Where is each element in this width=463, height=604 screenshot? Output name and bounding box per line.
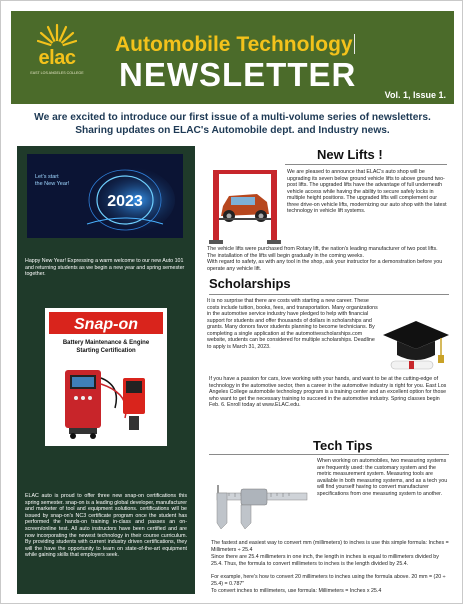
logo-subtitle: EAST LOS ANGELES COLLEGE xyxy=(30,71,84,75)
lifts-paragraph-2: The vehicle lifts were purchased from Rotary lift, the nation's leading manufacturer of two post lifts. The installation of the lifts will begin gradually in the coming weeks. xyxy=(207,246,438,259)
car-lift-image xyxy=(207,166,283,246)
intro-text: We are excited to introduce our first issue of a multi-volume series of newsletters. Sharing updates on ELAC's Automobile dept. and Industry news. xyxy=(34,112,431,136)
tech-tips-paragraph-3: Since there are 25.4 millimeters in one inch, the length in inches is equal to millimeters divided by 25.4. Thus, the formula to convert millimeters to inches is the length divided by 25.4. xyxy=(211,554,439,567)
newsletter-subtitle xyxy=(115,33,355,57)
subtitle-text: Automobile Technology xyxy=(115,33,353,56)
tech-tips-heading: Tech Tips xyxy=(313,438,373,453)
graduation-cap-image xyxy=(381,317,451,373)
logo-wordmark: elac xyxy=(38,47,76,69)
new-year-banner-image xyxy=(27,154,183,238)
text-cursor xyxy=(354,34,355,54)
caliper-image xyxy=(213,479,311,539)
lifts-rule xyxy=(285,164,447,165)
lifts-paragraph-3: With regard to safety, as with any tool in the shop, ask your instructor for a demonstration before you operate any vehicle lift. xyxy=(207,259,443,272)
sun-rays-icon xyxy=(37,21,77,49)
snapon-certification-card xyxy=(45,308,167,446)
banner-year: 2023 xyxy=(107,193,143,210)
tech-tips-paragraph-5: To convert inches to millimeters, use formula: Millimeters = Inches x 25.4 xyxy=(211,588,382,594)
scholarships-paragraph-2: If you have a passion for cars, love working with your hands, and want to be at the cutting-edge of technology in the automotive sector, then a career in the automotive industry is right for you. East Los Angeles College automobile technology program is a training center and an excellent option for those who want to get the necessary training to succeed in the automotive industry. Spring classes begin Feb. 6. Enroll today at www.ELAC.edu. xyxy=(209,376,447,408)
header-banner xyxy=(11,11,454,104)
banner-small-text: Let's start xyxy=(35,174,59,180)
newsletter-title: NEWSLETTER xyxy=(119,56,357,93)
tech-tips-paragraph-4: For example, here's how to convert 20 millimeters to inches using the formula above. 20 mm = (20 ÷ 25.4) = 0.787" xyxy=(211,574,446,587)
volume-issue: Vol. 1, Issue 1. xyxy=(384,90,446,100)
lifts-paragraph-1: We are pleased to announce that ELAC's auto shop will be upgrading its seven below ground vehicle lifts to above ground two-post lifts. The upgraded lifts have the advantage of full underneath vehicle access while having the ability to secure safely locks in multiple height positions. The upgraded lifts will complement our three drive-on vehicle lifts, modernizing our auto shop with the latest technology in vehicle lift systems. xyxy=(287,169,447,214)
tech-tips-paragraph-1: When working on automobiles, two measuring systems are frequently used: the customary system and the metric measurement system. Measuring tools are available in both measuring systems, and as a tech you will find yourself having to convert manufacturer specifications from one measuring system to another. xyxy=(317,458,448,497)
banner-small-text-2: the New Year! xyxy=(35,181,70,187)
lifts-heading: New Lifts ! xyxy=(317,147,383,162)
snapon-caption: Battery Maintenance & Engine Starting Certification xyxy=(62,340,150,354)
elac-logo xyxy=(25,21,89,91)
tech-tips-paragraph-2: The fastest and easiest way to convert mm (millimeters) to inches is use this simple formula: Inches = Millimeters ÷ 25.4 xyxy=(211,540,449,553)
scholarships-rule xyxy=(209,294,449,295)
snapon-logo: Snap-on xyxy=(74,316,138,333)
snapon-graphic xyxy=(45,308,167,446)
snapon-text: ELAC auto is proud to offer three new snap-on certifications this spring semester. snap-on is a leading global developer, manufacturer and marketer of tool and equipment solutions. certifications will be issued by snap-on's NC3 certificate program once the student has performed the hands-on training in-class and passes an on-screen/online test. All auto instructors have been certified and are now incorporating the newest technology in their course curriculum. By providing students with current industry driven certifications, they will the have the opportunity to learn on state-of-the-art equipment while gaining skills that employers seek. xyxy=(25,493,187,559)
scholarships-heading: Scholarships xyxy=(209,276,291,291)
sidebar xyxy=(17,146,195,594)
tech-tips-rule xyxy=(209,454,449,455)
new-year-text: Happy New Year! Expressing a warm welcome to our new Auto 101 and returning students as we begin a new year and spring semester together. xyxy=(25,258,185,278)
scholarships-paragraph-1: It is no surprise that there are costs with starting a new career. These costs include tuition, books, fees, and transportation. Many organizations in the automotive service industry have pledged to help with financial support for students and offer thousands of dollars in scholarships and grants. Many donors favor students planning to become technicians. By completing a single application at the automotivescholarships.com website, students can be considered for multiple scholarships. Deadline to apply is March 31, 2023. xyxy=(207,298,378,350)
new-year-graphic xyxy=(27,154,183,238)
